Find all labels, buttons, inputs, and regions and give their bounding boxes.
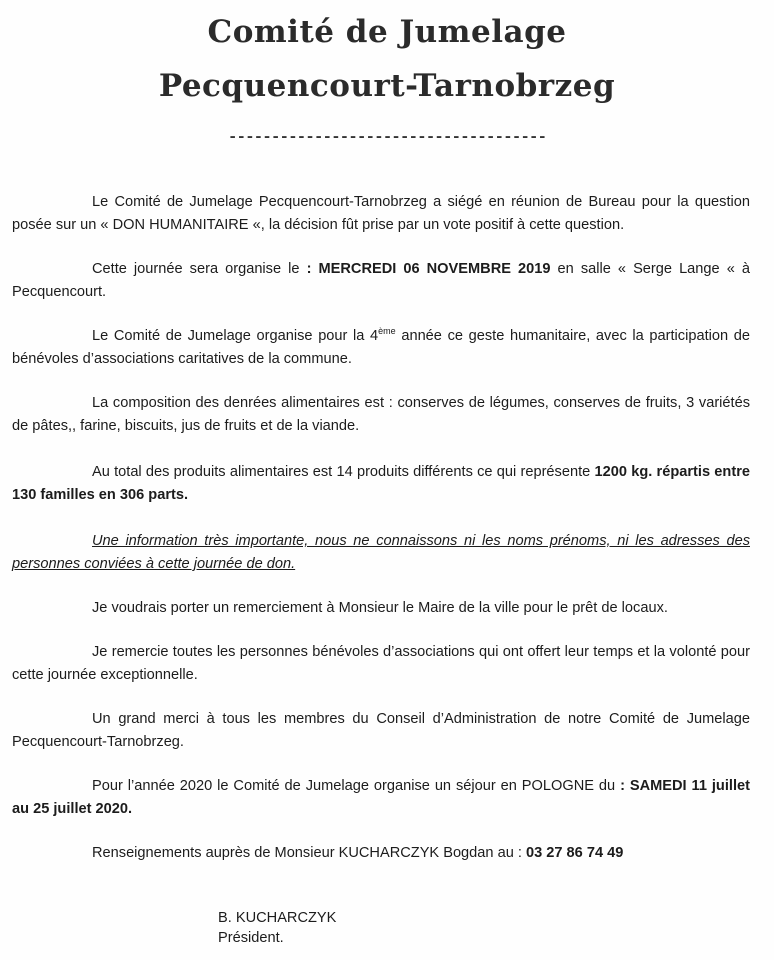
paragraph-text: année ce geste humanitaire, avec la participation de bénévoles d’associations caritatives de la commune. — [12, 328, 750, 367]
signature-role: Président. — [218, 930, 284, 946]
document-title-line2: Pecquencourt-Tarnobrzeg — [158, 68, 616, 104]
paragraph-thanks-board — [12, 708, 750, 754]
paragraph-event-date — [12, 258, 750, 304]
paragraph-text: Pour l’année 2020 le Comité de Jumelage organise un séjour en POLOGNE du — [92, 778, 621, 794]
paragraph-text: Une information très importante, nous ne connaissons ni les noms prénoms, ni les adresses des personnes conviées à cette journée de don. — [12, 533, 750, 572]
paragraph-text: Le Comité de Jumelage Pecquencourt-Tarnobrzeg a siégé en réunion de Bureau pour la question posée sur un « DON HUMANITAIRE «, la décision fût prise par un vote positif à cette question. — [12, 194, 750, 233]
signature-block — [218, 908, 336, 948]
title-separator: ------------------------------------- — [227, 128, 547, 146]
paragraph-bureau-meeting — [12, 191, 750, 237]
contact-phone: 03 27 86 74 49 — [525, 845, 624, 861]
signature-name: B. KUCHARCZYK — [218, 910, 337, 926]
paragraph-text: Renseignements auprès de Monsieur KUCHARCZYK Bogdan au : — [92, 845, 526, 861]
paragraph-contact — [12, 842, 750, 865]
ordinal-suffix: ème — [378, 326, 396, 336]
event-date: : MERCREDI 06 NOVEMBRE 2019 — [306, 261, 551, 277]
paragraph-food-composition — [12, 392, 750, 438]
totals-highlight: 1200 kg. répartis entre 130 familles en 306 parts. — [12, 464, 750, 503]
paragraph-text: La composition des denrées alimentaires est : conserves de légumes, conserves de fruits, 3 variétés de pâtes,, farine, biscuits, jus de fruits et de la viande. — [12, 395, 750, 434]
paragraph-thanks-mayor — [12, 597, 750, 620]
trip-dates: : SAMEDI 11 juillet au 25 juillet 2020. — [12, 778, 750, 817]
paragraph-poland-trip — [12, 775, 750, 821]
paragraph-text: Le Comité de Jumelage organise pour la 4 — [92, 328, 379, 344]
paragraph-text: Je voudrais porter un remerciement à Monsieur le Maire de la ville pour le prêt de locaux. — [92, 600, 668, 616]
paragraph-text: Au total des produits alimentaires est 14 produits différents ce qui représente — [92, 464, 595, 480]
paragraph-text: en salle « Serge Lange « à Pecquencourt. — [12, 261, 750, 300]
paragraph-text: Cette journée sera organise le — [92, 261, 307, 277]
paragraph-text: Un grand merci à tous les membres du Conseil d’Administration de notre Comité de Jumelage Pecquencourt-Tarnobrzeg. — [12, 711, 750, 750]
paragraph-totals — [12, 461, 750, 507]
paragraph-text: Je remercie toutes les personnes bénévoles d’associations qui ont offert leur temps et la volonté pour cette journée exceptionnelle. — [12, 644, 750, 683]
paragraph-important-info — [12, 530, 750, 576]
paragraph-fourth-year — [12, 325, 750, 371]
document-title-line1: Comité de Jumelage — [207, 14, 567, 50]
paragraph-thanks-volunteers — [12, 641, 750, 687]
